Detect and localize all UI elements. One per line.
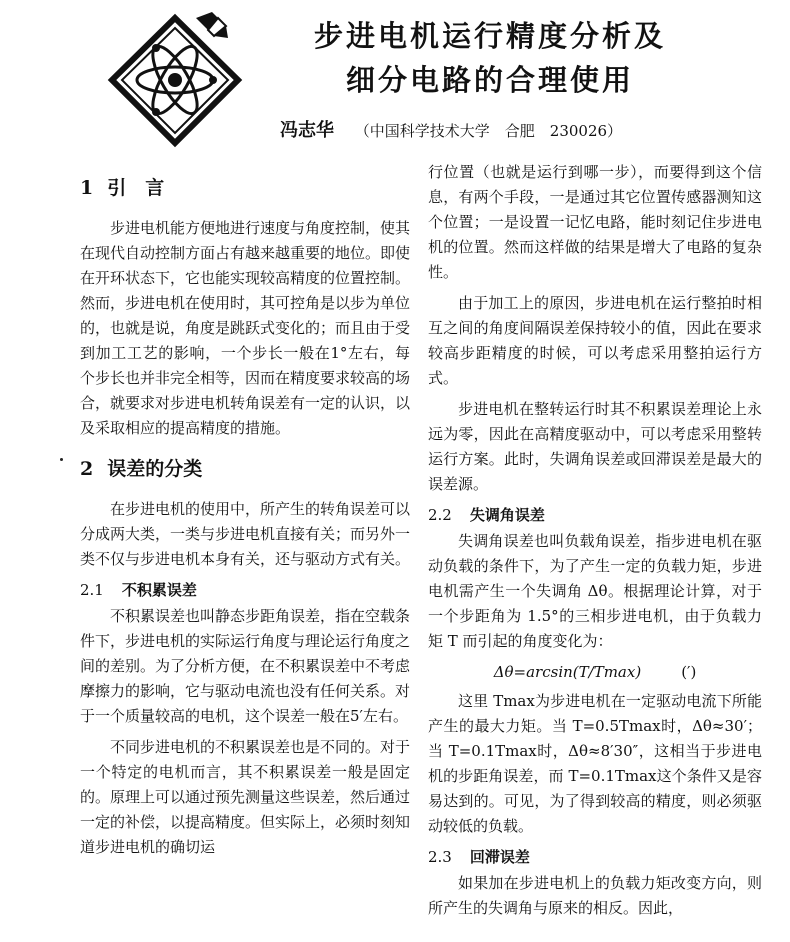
- left-column: [80, 160, 410, 860]
- equation-body: Δθ=arcsin(T/Tmax): [493, 663, 642, 681]
- subsection-heading-2-2: [428, 503, 762, 527]
- paragraph: 失调角误差也叫负载角误差，指步进电机在驱动负载的条件下，为了产生一定的负载力矩，步进电机需产生一个失调角 Δθ。根据理论计算，对于一个步距角为 1.5°的三相步进电机，由于负载力矩 T 而引起的角度变化为：: [428, 532, 762, 650]
- author-line: [280, 116, 740, 142]
- section-number: 2: [80, 458, 94, 480]
- paragraph: 由于加工上的原因，步进电机在运行整拍时相互之间的角度间隔误差保持较小的值，因此在要求较高步距精度的时候，可以考虑采用整拍运行方式。: [428, 294, 762, 387]
- paper-title: [250, 14, 730, 102]
- paragraph: 不积累误差也叫静态步距角误差，指在空载条件下，步进电机的实际运行角度与理论运行角度之间的差别。为了分析方便，在不积累误差中不考虑摩擦力的影响，它与驱动电流也没有任何关系。对于一个质量较高的电机，这个误差一般在5′左右。: [80, 607, 411, 725]
- paragraph: 步进电机能方便地进行速度与角度控制，使其在现代自动控制方面占有越来越重要的地位。即使在开环状态下，它也能实现较高精度的位置控制。然而，步进电机在使用时，其可控角是以步为单位的，也就是说，角度是跳跃式变化的；而且由于受到加工工艺的影响，一个步长一般在1°左右，每个步长也并非完全相等，因而在精度要求较高的场合，就要求对步进电机转角误差有一定的认识，以及采取相应的提高精度的措施。: [80, 219, 411, 437]
- subsection-heading-2-1: [80, 578, 410, 602]
- subsection-number: 2.1: [80, 581, 104, 599]
- equation: [428, 660, 762, 685]
- subsection-title: 回滞误差: [469, 848, 530, 866]
- section-heading-1: [80, 174, 410, 202]
- section-heading-2: [80, 455, 410, 483]
- atom-emblem-icon: [100, 8, 250, 153]
- author-affiliation: （中国科学技术大学 合肥 230026）: [354, 122, 623, 140]
- subsection-title: 不积累误差: [121, 581, 197, 599]
- pen-nib-icon: [196, 12, 228, 38]
- title-line-1: 步进电机运行精度分析及: [313, 19, 666, 53]
- right-column: [428, 160, 762, 921]
- paragraph: 这里 Tmax为步进电机在一定驱动电流下所能产生的最大力矩。当 T=0.5Tmax时，Δθ≈30′；当 T=0.1Tmax时，Δθ≈8′30″，这相当于步进电机的步距角误差，而 T=0.1Tmax这个条件又是容易达到的。可见，为了得到较高的精度，则必须驱动较低的负载。: [428, 692, 762, 835]
- subsection-title: 失调角误差: [469, 506, 545, 524]
- paragraph: 如果加在步进电机上的负载力矩改变方向，则所产生的失调角与原来的相反。因此，: [428, 874, 762, 917]
- title-line-2: 细分电路的合理使用: [345, 63, 634, 97]
- author-name: 冯志华: [280, 120, 334, 141]
- subsection-number: 2.2: [428, 506, 452, 524]
- section-title: 引 言: [107, 177, 165, 199]
- section-number: 1: [80, 177, 94, 199]
- stray-mark: [60, 458, 63, 461]
- equation-tag: (′): [681, 663, 697, 681]
- subsection-number: 2.3: [428, 848, 452, 866]
- section-title: 误差的分类: [107, 458, 203, 480]
- subsection-heading-2-3: [428, 845, 762, 869]
- paragraph: 步进电机在整转运行时其不积累误差理论上永远为零，因此在高精度驱动中，可以考虑采用整转运行方案。此时，失调角误差或回滞误差是最大的误差源。: [428, 400, 762, 493]
- paragraph-continued: 行位置（也就是运行到哪一步），而要得到这个信息，有两个手段，一是通过其它位置传感器测知这个位置；一是设置一记忆电路，能时刻记住步进电机的位置。然而这样做的结果是增大了电路的复杂性。: [428, 163, 762, 281]
- paragraph: 不同步进电机的不积累误差也是不同的。对于一个特定的电机而言，其不积累误差一般是固定的。原理上可以通过预先测量这些误差，然后通过一定的补偿，以提高精度。但实际上，必须时刻知道步进电机的确切运: [80, 738, 411, 856]
- paragraph: 在步进电机的使用中，所产生的转角误差可以分成两大类，一类与步进电机直接有关；而另外一类不仅与步进电机本身有关，还与驱动方式有关。: [80, 500, 411, 568]
